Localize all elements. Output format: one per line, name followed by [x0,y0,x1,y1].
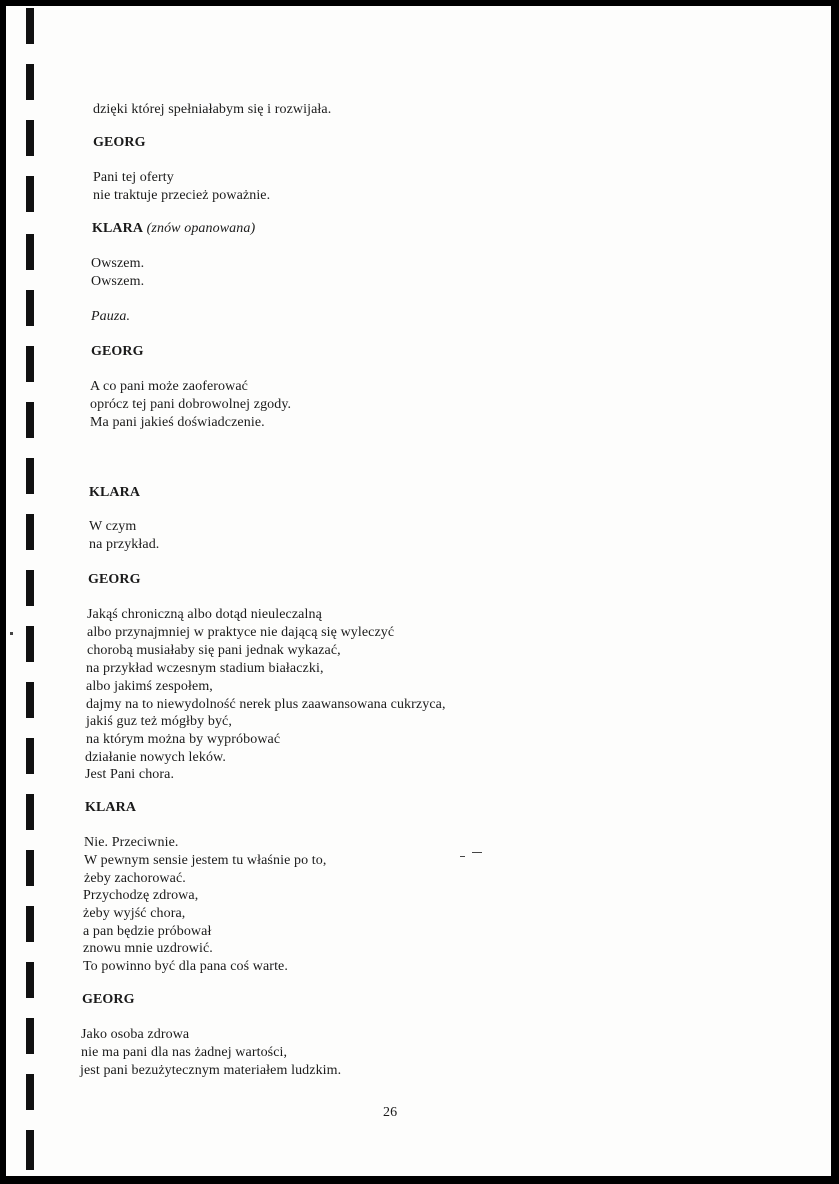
binder-hole [26,626,34,662]
dialogue-line: Jest Pani chora. [85,767,175,782]
dialogue-line: na przykład wczesnym stadium białaczki, [86,661,324,676]
dialogue-line: A co pani może zaoferować [90,379,248,394]
dialogue-line: Owszem. [91,256,145,271]
dialogue-line: W czym [89,519,137,534]
dialogue-line: Nie. Przeciwnie. [84,835,179,850]
binder-hole [26,176,34,212]
binder-hole [26,402,34,438]
dialogue-line: nie traktuje przecież poważnie. [93,188,271,203]
dialogue-line: W pewnym sensie jestem tu właśnie po to, [84,853,327,868]
dialogue-line: jakiś guz też mógłby być, [86,714,232,729]
binder-hole [26,794,34,830]
dialogue-line: żeby zachorować. [84,871,186,886]
speaker-georg: GEORG [88,572,141,587]
dialogue-line: Pani tej oferty [93,170,174,185]
page-number: 26 [383,1105,398,1120]
binder-hole [26,962,34,998]
dialogue-line: nie ma pani dla nas żadnej wartości, [81,1045,288,1060]
dialogue-line: oprócz tej pani dobrowolnej zgody. [90,397,292,412]
dialogue-line: działanie nowych leków. [85,750,226,765]
binder-hole [26,458,34,494]
binder-hole [26,850,34,886]
binder-hole [26,290,34,326]
dialogue-line: Jako osoba zdrowa [81,1027,190,1042]
binder-hole [26,64,34,100]
binder-hole [26,570,34,606]
binder-hole [26,682,34,718]
stage-direction: (znów opanowana) [146,221,256,236]
script-page [6,6,831,1176]
dialogue-line: Ma pani jakieś doświadczenie. [90,415,265,430]
dialogue-line: znowu mnie uzdrowić. [83,941,213,956]
binder-hole [26,234,34,270]
dialogue-line: Przychodzę zdrowa, [83,888,199,903]
binder-hole [26,738,34,774]
dialogue-line: Jakąś chroniczną albo dotąd nieuleczalną [87,607,322,622]
speaker-klara: KLARA [89,485,141,500]
speaker-georg: GEORG [82,992,135,1007]
dialogue-line: na przykład. [89,537,160,552]
speaker-klara: KLARA [85,800,137,815]
dialogue-line: dajmy na to niewydolność nerek plus zaawansowana cukrzyca, [86,697,446,712]
scan-speck [460,856,465,857]
speaker-heading [92,220,255,238]
stage-pause: Pauza. [91,309,131,324]
speaker-klara: KLARA [92,221,144,236]
binder-hole [26,1074,34,1110]
dialogue-line: chorobą musiałaby się pani jednak wykazać, [87,643,341,658]
dialogue-line: albo przynajmniej w praktyce nie dającą się wyleczyć [87,625,395,640]
speaker-georg: GEORG [91,344,144,359]
binder-hole [26,1130,34,1170]
dialogue-line: żeby wyjść chora, [83,906,186,921]
binder-hole [26,120,34,156]
binder-hole [26,1018,34,1054]
dialogue-line: Owszem. [91,274,145,289]
dialogue-line: To powinno być dla pana coś warte. [83,959,288,974]
dialogue-line: a pan będzie próbował [83,924,212,939]
dialogue-line: albo jakimś zespołem, [86,679,213,694]
binder-hole [26,514,34,550]
intro-line: dzięki której spełniałabym się i rozwijała. [93,102,332,117]
scan-speck [10,632,13,635]
dialogue-line: na którym można by wypróbować [86,732,281,747]
speaker-georg: GEORG [93,135,146,150]
binder-hole [26,346,34,382]
dialogue-line: jest pani bezużytecznym materiałem ludzkim. [80,1063,342,1078]
binder-hole [26,906,34,942]
scan-speck [472,852,482,853]
binder-hole [26,8,34,44]
